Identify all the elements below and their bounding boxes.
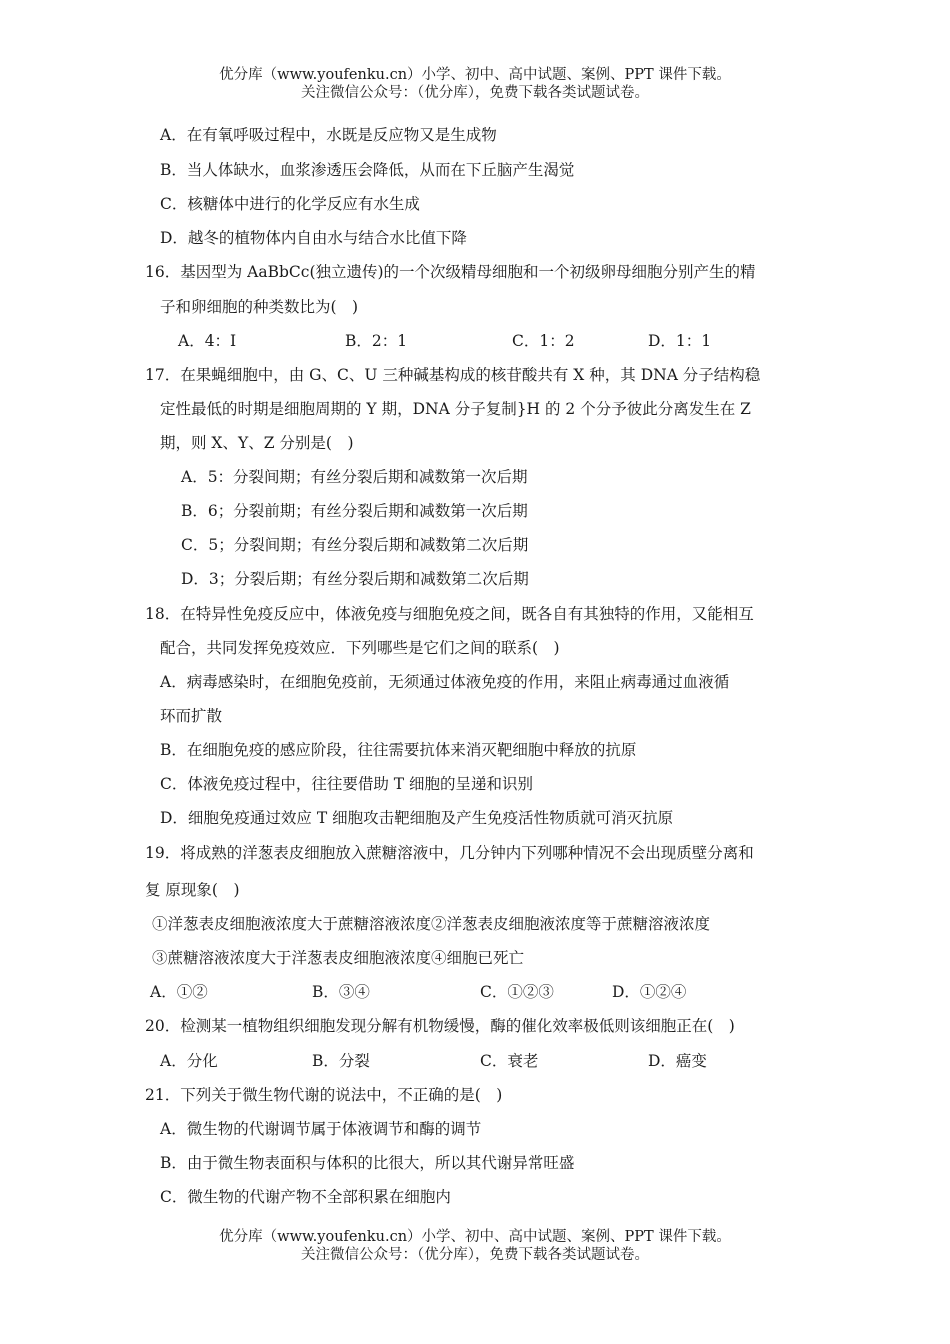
- q19-option-d: D．①②④: [612, 983, 687, 1001]
- q15-option-c: C．核糖体中进行的化学反应有水生成: [160, 195, 420, 213]
- footer-line-1: 优分库（www.youfenku.cn）小学、初中、高中试题、案例、PPT 课件下载。: [219, 1229, 731, 1245]
- q17-stem-line-3: 期，则 X、Y、Z 分别是( ): [160, 434, 354, 452]
- q16-option-c: C．1：2: [512, 332, 575, 350]
- q17-option-c: C．5；分裂间期；有丝分裂后期和减数第二次后期: [181, 536, 529, 554]
- q20-stem: 20．检测某一植物组织细胞发现分解有机物缓慢，酶的催化效率极低则该细胞正在( ): [145, 1017, 735, 1035]
- q21-option-b: B．由于微生物表面积与体积的比很大，所以其代谢异常旺盛: [160, 1154, 575, 1172]
- q19-option-b: B．③④: [312, 983, 370, 1001]
- q16-stem-line-2: 子和卵细胞的种类数比为( ): [160, 298, 359, 316]
- q18-option-a-line-1: A．病毒感染时，在细胞免疫前，无须通过体液免疫的作用，来阻止病毒通过血液循: [160, 673, 730, 691]
- q17-option-d: D．3；分裂后期；有丝分裂后期和减数第二次后期: [181, 570, 529, 588]
- q21-stem: 21．下列关于微生物代谢的说法中，不正确的是( ): [145, 1086, 503, 1104]
- q17-option-a: A．5：分裂间期；有丝分裂后期和减数第一次后期: [181, 468, 528, 486]
- q18-option-b: B．在细胞免疫的感应阶段，往往需要抗体来消灭靶细胞中释放的抗原: [160, 741, 637, 759]
- q21-option-a: A．微生物的代谢调节属于体液调节和酶的调节: [160, 1120, 482, 1138]
- q19-stem-line-1: 19．将成熟的洋葱表皮细胞放入蔗糖溶液中，几分钟内下列哪种情况不会出现质壁分离和: [145, 844, 754, 862]
- q15-option-a: A．在有氧呼吸过程中，水既是反应物又是生成物: [160, 126, 497, 144]
- q18-option-a-line-2: 环而扩散: [160, 707, 223, 725]
- q17-stem-line-2: 定性最低的时期是细胞周期的 Y 期，DNA 分子复制}H 的 2 个分予彼此分离发生在 Z: [160, 400, 751, 418]
- q16-option-b: B．2：1: [345, 332, 408, 350]
- q21-option-c: C．微生物的代谢产物不全部积累在细胞内: [160, 1188, 451, 1206]
- q15-option-d: D．越冬的植物体内自由水与结合水比值下降: [160, 229, 467, 247]
- q17-stem-line-1: 17．在果蝇细胞中，由 G、C、U 三种碱基构成的核苷酸共有 X 种，其 DNA 分子结构稳: [145, 366, 761, 384]
- q16-stem-line-1: 16．基因型为 AaBbCc(独立遗传)的一个次级精母细胞和一个初级卵母细胞分别产生的精: [145, 263, 756, 281]
- q17-option-b: B．6；分裂前期；有丝分裂后期和减数第一次后期: [181, 502, 528, 520]
- q20-option-a: A．分化: [160, 1052, 218, 1070]
- header-line-2: 关注微信公众号：（优分库），免费下载各类试题试卷。: [301, 85, 649, 101]
- q19-option-a: A．①②: [150, 983, 208, 1001]
- q16-option-d: D．1：1: [648, 332, 712, 350]
- q19-stem-line-2: 复 原现象( ): [145, 881, 240, 899]
- q18-stem-line-2: 配合，共同发挥免疫效应．下列哪些是它们之间的联系( ): [160, 639, 560, 657]
- header-line-1: 优分库（www.youfenku.cn）小学、初中、高中试题、案例、PPT 课件下载。: [219, 67, 731, 83]
- q15-option-b: B．当人体缺水，血浆渗透压会降低，从而在下丘脑产生渴觉: [160, 161, 575, 179]
- footer-line-2: 关注微信公众号：（优分库），免费下载各类试题试卷。: [301, 1247, 649, 1263]
- q19-statement-line-2: ③蔗糖溶液浓度大于洋葱表皮细胞液浓度④细胞已死亡: [152, 949, 525, 967]
- q18-option-d: D．细胞免疫通过效应 T 细胞攻击靶细胞及产生免疫活性物质就可消灭抗原: [160, 809, 674, 827]
- q19-statement-line-1: ①洋葱表皮细胞液浓度大于蔗糖溶液浓度②洋葱表皮细胞液浓度等于蔗糖溶液浓度: [152, 915, 711, 933]
- q18-option-c: C．体液免疫过程中，往往要借助 T 细胞的呈递和识别: [160, 775, 534, 793]
- q19-option-c: C．①②③: [480, 983, 554, 1001]
- q20-option-d: D．癌变: [648, 1052, 707, 1070]
- q18-stem-line-1: 18．在特异性免疫反应中，体液免疫与细胞免疫之间，既各自有其独特的作用，又能相互: [145, 605, 754, 623]
- q16-option-a: A．4：I: [178, 332, 237, 350]
- page-footer: [0, 1228, 950, 1264]
- page-header: [0, 66, 950, 102]
- q20-option-c: C．衰老: [480, 1052, 539, 1070]
- q20-option-b: B．分裂: [312, 1052, 370, 1070]
